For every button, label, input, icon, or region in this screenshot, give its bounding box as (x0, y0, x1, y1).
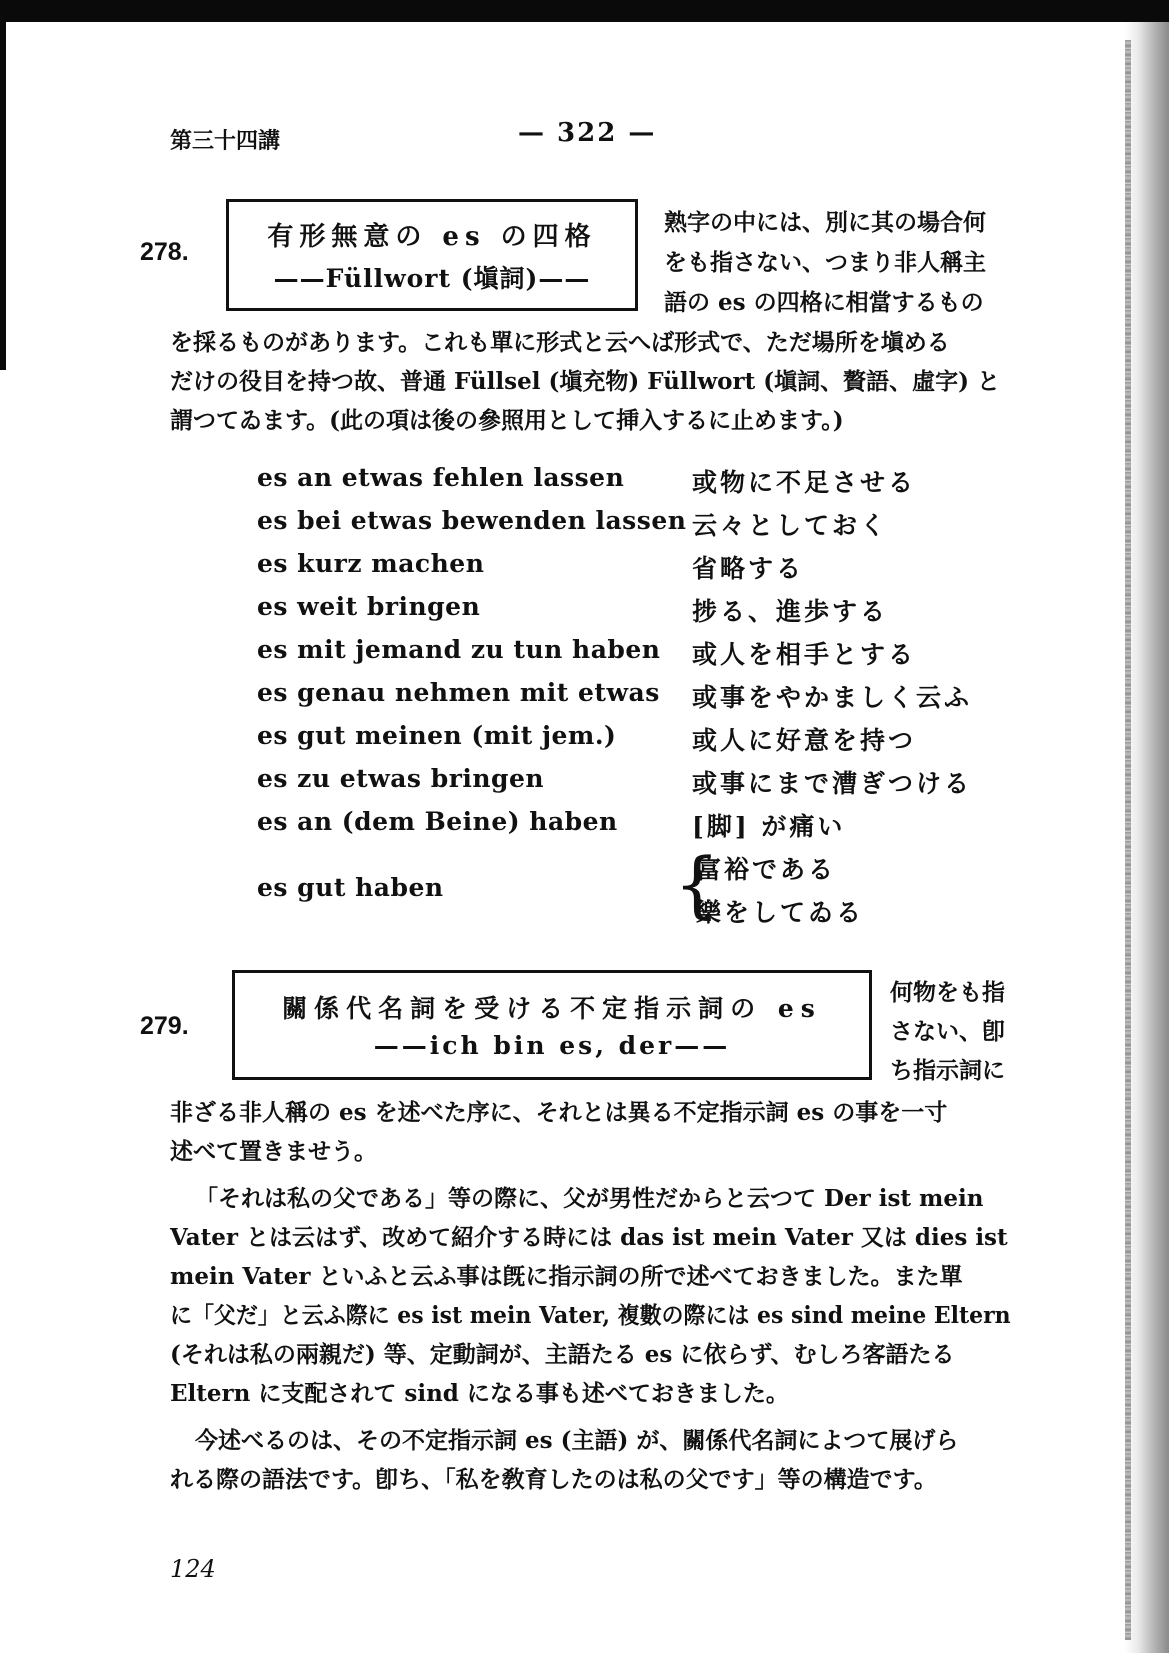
phrase-japanese: 富裕である (696, 855, 837, 884)
curly-brace-icon: { (674, 842, 720, 926)
phrase-german: es an (dem Beine) haben (257, 807, 618, 836)
phrase-german: es bei etwas bewenden lassen (257, 506, 687, 535)
section-278-side-line: 熟字の中には、別に其の場合何 (664, 209, 986, 236)
phrase-german: es genau nehmen mit etwas (257, 678, 660, 707)
section-278-side-line: 語の es の四格に相當するもの (664, 289, 984, 316)
section-279-side-line: 何物をも指 (890, 979, 1005, 1006)
section-278-body-line: 謂つてゐます。(此の項は後の參照用として挿入するに止めます。) (170, 407, 844, 434)
section-278-body-line: だけの役目を持つ故、普通 Füllsel (塡充物) Füllwort (塡詞、贅語、虛字) と (170, 368, 1001, 395)
section-279-body-line: に「父だ」と云ふ際に es ist mein Vater, 複數の際には es sind meine Eltern (170, 1302, 1011, 1329)
page-number-header: — 322 — (518, 118, 657, 148)
section-279-side-line: さない、卽 (890, 1018, 1005, 1045)
phrase-japanese: 云々としておく (692, 511, 889, 540)
footer-page-number: 124 (170, 1555, 216, 1583)
scan-page-edge-shadow (1125, 22, 1169, 1653)
section-278-number: 278. (140, 238, 189, 266)
chapter-heading: 第三十四講 (170, 128, 281, 154)
phrase-japanese: 或人に好意を持つ (692, 726, 917, 755)
phrase-german: es zu etwas bringen (257, 764, 545, 793)
phrase-japanese: 捗る、進歩する (692, 597, 889, 626)
phrase-german: es gut haben (257, 873, 444, 902)
scan-page-edge-texture (1125, 40, 1131, 1640)
phrase-japanese: 樂をしてゐる (696, 898, 865, 927)
section-279-body-line: mein Vater といふと云ふ事は旣に指示詞の所で述べておきました。また單 (170, 1263, 963, 1290)
phrase-german: es weit bringen (257, 592, 481, 621)
section-279-body-line: Vater とは云はず、改めて紹介する時には das ist mein Vater 又は dies ist (170, 1224, 1008, 1251)
phrase-japanese: [脚] が痛い (692, 812, 846, 841)
phrase-japanese: 省略する (692, 554, 805, 583)
section-279-body-line: 述べて置きませう。 (170, 1138, 377, 1165)
phrase-japanese: 或事にまで漕ぎつける (692, 769, 973, 798)
section-278-subtitle: ——Füllwort (塡詞)—— (273, 264, 591, 293)
phrase-japanese: 或事をやかましく云ふ (692, 683, 973, 712)
section-278-title-box (226, 199, 638, 311)
phrase-japanese: 或物に不足させる (692, 468, 917, 497)
section-278-title: 有形無意の es の四格 (267, 222, 597, 252)
section-279-side-line: ち指示詞に (890, 1057, 1005, 1084)
section-279-body-line: 非ざる非人稱の es を述べた序に、それとは異る不定指示詞 es の事を一寸 (170, 1099, 948, 1126)
section-278-body-line: を採るものがあります。これも單に形式と云へば形式で、ただ場所を塡める (170, 329, 950, 356)
phrase-japanese: 或人を相手とする (692, 640, 917, 669)
section-278-side-line: をも指さない、つまり非人稱主 (664, 249, 986, 276)
phrase-german: es gut meinen (mit jem.) (257, 721, 617, 750)
section-279-body-line: れる際の語法です。卽ち、「私を敎育したのは私の父です」等の構造です。 (170, 1466, 937, 1493)
phrase-german: es kurz machen (257, 549, 485, 578)
phrase-german: es mit jemand zu tun haben (257, 635, 661, 664)
section-279-body-line: 今述べるのは、その不定指示詞 es (主語) が、關係代名詞によつて展げら (195, 1427, 959, 1454)
scan-border-top (0, 0, 1169, 22)
section-279-body-line: (それは私の兩親だ) 等、定動詞が、主語たる es に依らず、むしろ客語たる (170, 1341, 955, 1368)
section-279-body-line: 「それは私の父である」等の際に、父が男性だからと云つて Der ist mein (195, 1185, 984, 1212)
scan-border-left (0, 0, 6, 370)
section-279-title: 關係代名詞を受ける不定指示詞の es (282, 994, 822, 1023)
section-279-title-box (232, 970, 872, 1080)
section-279-body-line: Eltern に支配されて sind になる事も述べておきました。 (170, 1380, 789, 1407)
phrase-german: es an etwas fehlen lassen (257, 463, 625, 492)
section-279-number: 279. (140, 1012, 189, 1040)
section-279-subtitle: ——ich bin es, der—— (373, 1031, 731, 1060)
